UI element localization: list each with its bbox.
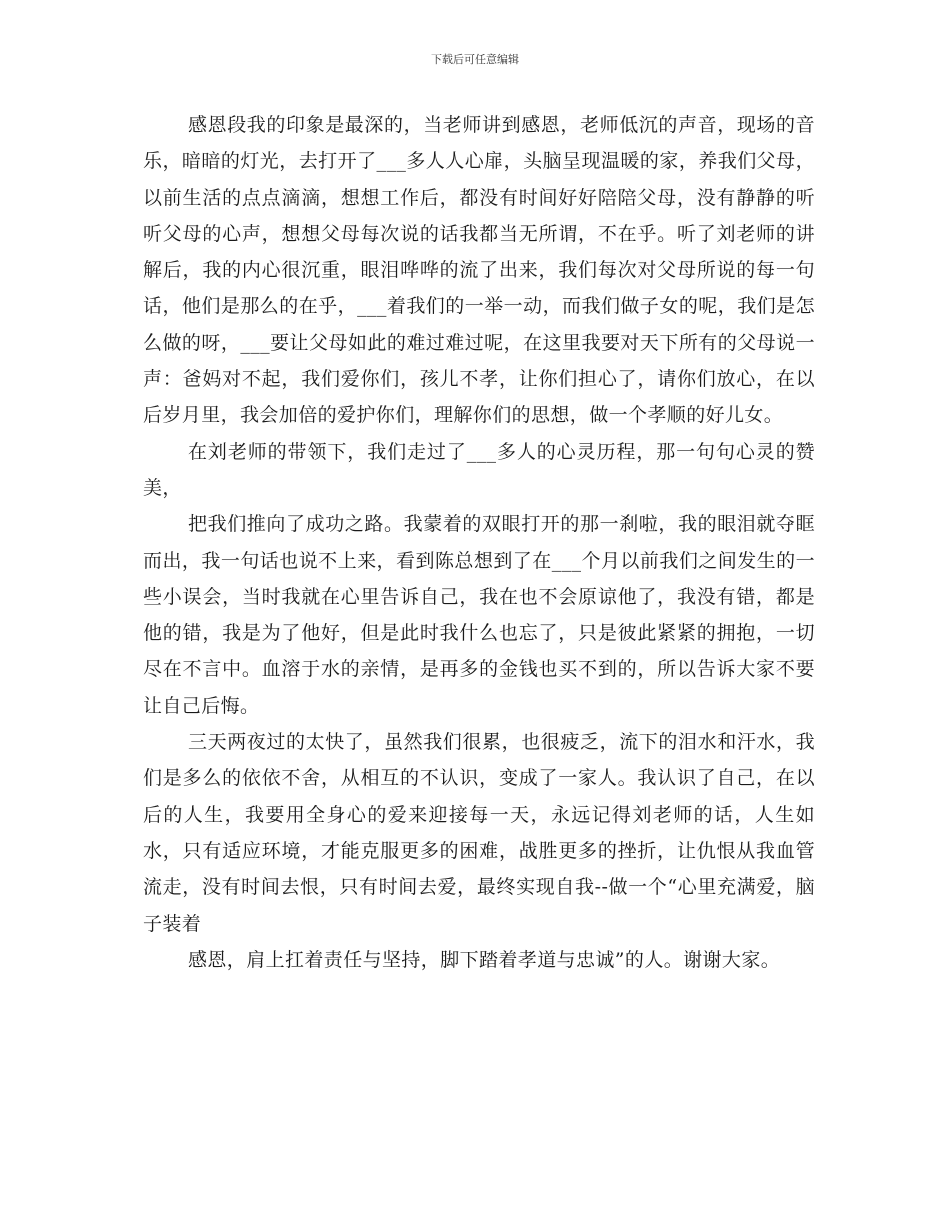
paragraph-5: 感恩，肩上扛着责任与坚持，脚下踏着孝道与忠诚”的人。谢谢大家。 [188, 948, 781, 971]
paragraph-3: 把我们推向了成功之路。我蒙着的双眼打开的那一刹啦，我的眼泪就夺眶而出，我一句话也说不上来，看到陈总想到了在___个月以前我们之间发生的一些小误会，当时我就在心里告诉自己，我在也不会原谅他了，我没有错，都是他的错，我是为了他好，但是此时我什么也忘了，只是彼此紧紧的拥抱，一切尽在不言中。血溶于水的亲情，是再多的金钱也买不到的，所以告诉大家不要让自己后悔。 [143, 513, 815, 717]
paragraph-2: 在刘老师的带领下，我们走过了___多人的心灵历程，那一句句心灵的赞美， [143, 440, 815, 499]
document-body [143, 107, 815, 978]
page-header: 下载后可任意编辑 [431, 53, 519, 66]
paragraph-1: 感恩段我的印象是最深的，当老师讲到感恩，老师低沉的声音，现场的音乐，暗暗的灯光，去打开了___多人人心扉，头脑呈现温暖的家，养我们父母，以前生活的点点滴滴，想想工作后，都没有时间好好陪陪父母，没有静静的听听父母的心声，想想父母每次说的话我都当无所谓，不在乎。听了刘老师的讲解后，我的内心很沉重，眼泪哗哗的流了出来，我们每次对父母所说的每一句话，他们是那么的在乎，___着我们的一举一动，而我们做子女的呢，我们是怎么做的呀，___要让父母如此的难过难过呢，在这里我要对天下所有的父母说一声：爸妈对不起，我们爱你们，孩儿不孝，让你们担心了，请你们放心，在以后岁月里，我会加倍的爱护你们，理解你们的思想，做一个孝顺的好儿女。 [143, 114, 815, 427]
paragraph-4: 三天两夜过的太快了，虽然我们很累，也很疲乏，流下的泪水和汗水，我们是多么的依依不舍，从相互的不认识，变成了一家人。我认识了自己，在以后的人生，我要用全身心的爱来迎接每一天，永远记得刘老师的话，人生如水，只有适应环境，才能克服更多的困难，战胜更多的挫折，让仇恨从我血管流走，没有时间去恨，只有时间去爱，最终实现自我--做一个“心里充满爱，脑子装着 [143, 731, 815, 935]
